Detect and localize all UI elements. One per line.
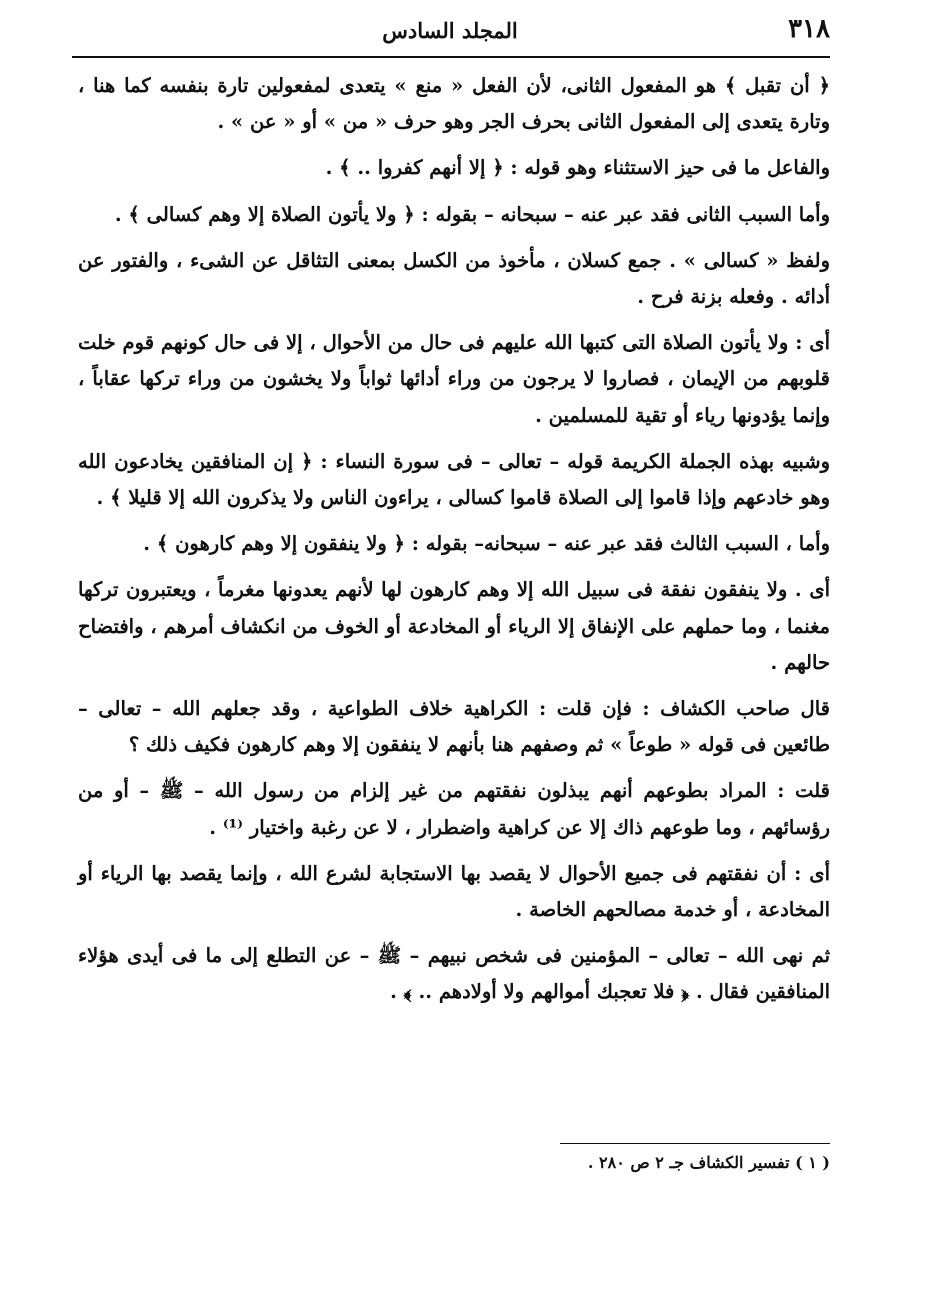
- header-rule: [72, 56, 830, 58]
- paragraph-9: قال صاحب الكشاف : فإن قلت : الكراهية خلاف الطواعية ، وقد جعلهم الله – تعالى – طائعين فى قوله « طوعاً » ثم وصفهم هنا بأنهم لا ينفقون إلا وهم كارهون فكيف ذلك ؟: [78, 697, 830, 757]
- paragraph-11: أى : أن نفقتهم فى جميع الأحوال لا يقصد بها الاستجابة لشرع الله ، وإنما يقصد بها الرياء أو المخادعة ، أو خدمة مصالحهم الخاصة .: [78, 861, 830, 922]
- footnote-rule: [560, 1143, 830, 1144]
- paragraph-3: وأما السبب الثانى فقد عبر عنه – سبحانه – بقوله : ﴿ ولا يأتون الصلاة إلا وهم كسالى ﴾ .: [114, 202, 830, 226]
- paragraph-7: وأما ، السبب الثالث فقد عبر عنه – سبحانه– بقوله : ﴿ ولا ينفقون إلا وهم كارهون ﴾ .: [143, 532, 830, 556]
- paragraph-1: ﴿ أن تقبل ﴾ هو المفعول الثانى، لأن الفعل « منع » يتعدى لمفعولين تارة بنفسه كما هنا ، وتارة يتعدى إلى المفعول الثانى بحرف الجر وهو حرف « من » أو « عن » .: [78, 74, 830, 134]
- body-text: [78, 68, 830, 1021]
- paragraph-5: أى : ولا يأتون الصلاة التى كتبها الله عليهم فى حال من الأحوال ، إلا فى حال كونهم قوم خلت قلوبهم من الإيمان ، فصاروا لا يرجون من وراء أدائها ثواباً ولا يخشون من وراء تركها عقاباً ، وإنما يؤدونها رياء أو تقية للمسلمين .: [78, 331, 830, 427]
- paragraph-2: والفاعل ما فى حيز الاستثناء وهو قوله : ﴿ إلا أنهم كفروا .. ﴾ .: [325, 156, 830, 180]
- footnote: ( ١ ) تفسير الكشاف جـ ٢ ص ٢٨٠ .: [587, 1153, 830, 1172]
- paragraph-8: أى . ولا ينفقون نفقة فى سبيل الله إلا وهم كارهون لها لأنهم يعدونها مغرماً ، ويعتبرون تركها مغنما ، وما حملهم على الإنفاق إلا الرياء أو المخادعة أو الخوف من انكشاف أمرهم ، وافتضاح حالهم .: [78, 578, 830, 674]
- paragraph-6: وشبيه بهذه الجملة الكريمة قوله – تعالى – فى سورة النساء : ﴿ إن المنافقين يخادعون الله وهو خادعهم وإذا قاموا إلى الصلاة قاموا كسالى ، يراءون الناس ولا يذكرون الله إلا قليلا ﴾ .: [78, 449, 830, 510]
- paragraph-4: ولفظ « كسالى » . جمع كسلان ، مأخوذ من الكسل بمعنى التثاقل عن الشىء ، والفتور عن أدائه . وفعله بزنة فرح .: [78, 248, 830, 309]
- paragraph-12: ثم نهى الله – تعالى – المؤمنين فى شخص نبيهم – ﷺ – عن التطلع إلى ما فى أيدى هؤلاء المنافقين فقال . ﴿ فلا تعجبك أموالهم ولا أولادهم .. ﴾ .: [78, 944, 830, 1004]
- paragraph-10: قلت : المراد بطوعهم أنهم يبذلون نفقتهم من غير إلزام من رسول الله – ﷺ – أو من رؤسائهم ، وما طوعهم ذاك إلا عن كراهية واضطرار ، لا عن رغبة واختيار ⁽¹⁾ .: [78, 779, 830, 839]
- page-header: [70, 12, 830, 56]
- running-head: المجلد السادس: [382, 18, 518, 43]
- page-number: ٣١٨: [788, 14, 830, 44]
